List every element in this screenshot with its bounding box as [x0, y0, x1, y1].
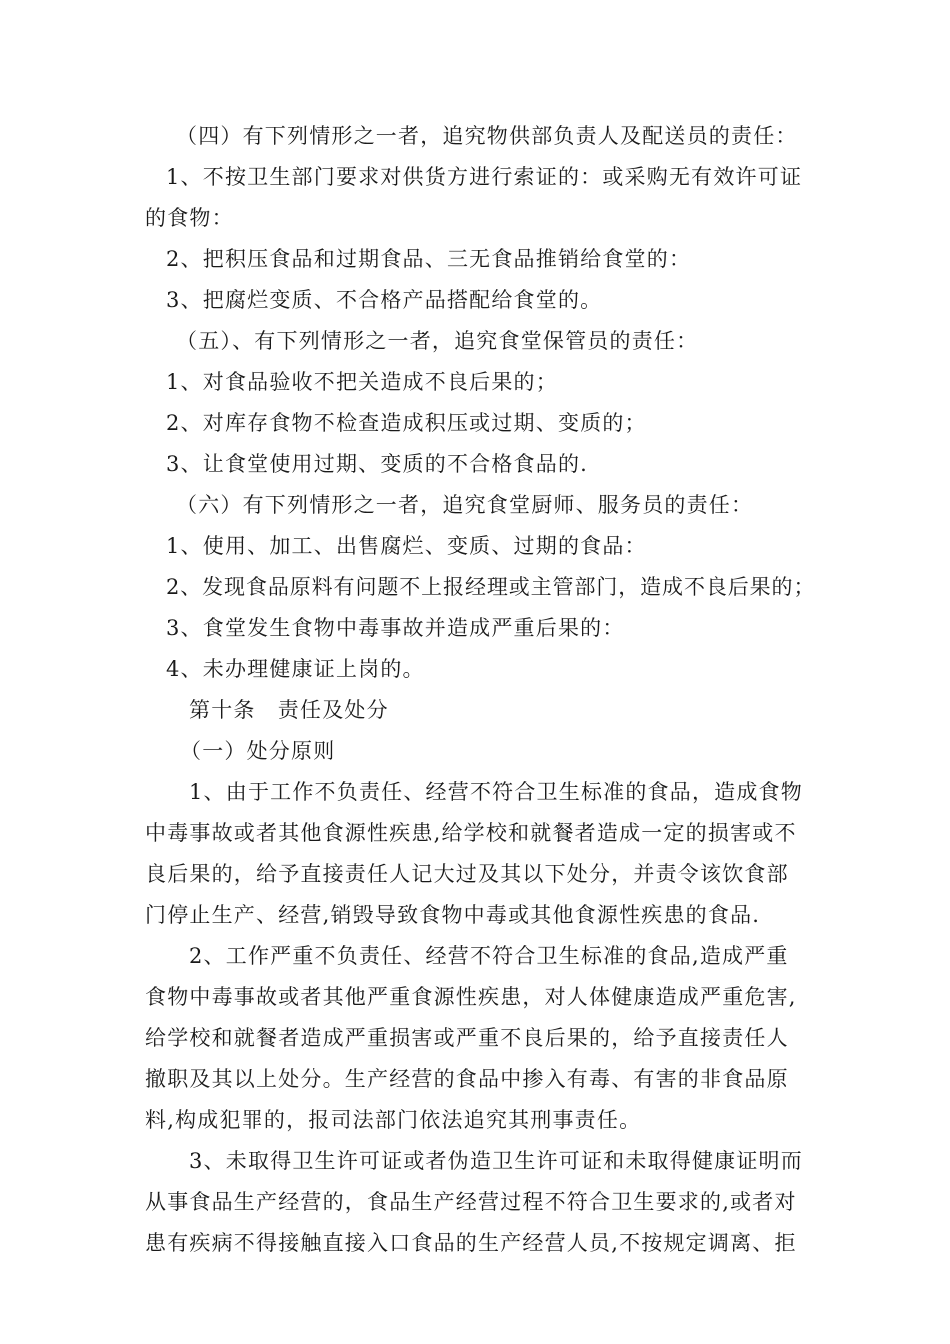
text-line: 1、使用、加工、出售腐烂、变质、过期的食品： — [166, 534, 647, 558]
text-line: 3、让食堂使用过期、变质的不合格食品的. — [166, 452, 589, 476]
text-line: 的食物： — [145, 206, 234, 230]
text-line: 食物中毒事故或者其他严重食源性疾患，对人体健康造成严重危害, — [145, 985, 797, 1009]
text-line: 2、工作严重不负责任、经营不符合卫生标准的食品,造成严重 — [189, 944, 789, 968]
text-line: 给学校和就餐者造成严重损害或严重不良后果的，给予直接责任人 — [145, 1026, 789, 1050]
text-line: （五）、有下列情形之一者，追究食堂保管员的责任： — [176, 329, 699, 353]
text-line: 2、发现食品原料有问题不上报经理或主管部门，造成不良后果的； — [166, 575, 816, 599]
text-line: （六）有下列情形之一者，追究食堂厨师、服务员的责任： — [176, 493, 754, 517]
text-line: 2、把积压食品和过期食品、三无食品推销给食堂的： — [166, 247, 692, 271]
text-line: 2、对库存食物不检查造成积压或过期、变质的； — [166, 411, 647, 435]
text-line: 4、未办理健康证上岗的。 — [166, 657, 425, 681]
text-line: 1、不按卫生部门要求对供货方进行索证的：或采购无有效许可证 — [166, 165, 803, 189]
text-line: 料,构成犯罪的，报司法部门依法追究其刑事责任。 — [145, 1108, 642, 1132]
text-line: 3、食堂发生食物中毒事故并造成严重后果的： — [166, 616, 625, 640]
subsection-heading: （一）处分原则 — [180, 739, 336, 763]
text-line: 中毒事故或者其他食源性疾患,给学校和就餐者造成一定的损害或不 — [145, 821, 797, 845]
text-line: 3、未取得卫生许可证或者伪造卫生许可证和未取得健康证明而 — [189, 1149, 803, 1173]
text-line: 良后果的，给予直接责任人记大过及其以下处分，并责令该饮食部 — [145, 862, 789, 886]
text-line: 从事食品生产经营的，食品生产经营过程不符合卫生要求的,或者对 — [145, 1190, 797, 1214]
text-line: （四）有下列情形之一者，追究物供部负责人及配送员的责任： — [176, 124, 798, 148]
text-line: 撤职及其以上处分。生产经营的食品中掺入有毒、有害的非食品原 — [145, 1067, 789, 1091]
text-line: 门停止生产、经营,销毁导致食物中毒或其他食源性疾患的食品. — [145, 903, 761, 927]
text-line: 3、把腐烂变质、不合格产品搭配给食堂的。 — [166, 288, 603, 312]
section-heading: 第十条 责任及处分 — [189, 698, 389, 722]
text-line: 患有疾病不得接触直接入口食品的生产经营人员,不按规定调离、拒 — [145, 1231, 797, 1255]
text-line: 1、对食品验收不把关造成不良后果的； — [166, 370, 558, 394]
text-line: 1、由于工作不负责任、经营不符合卫生标准的食品，造成食物 — [189, 780, 803, 804]
